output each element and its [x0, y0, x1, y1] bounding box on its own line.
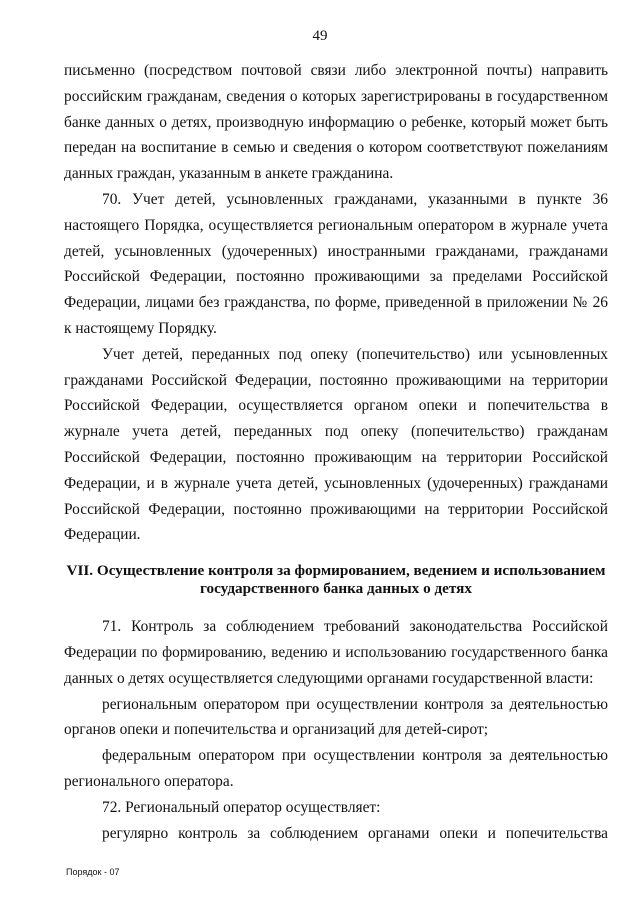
document-body	[64, 58, 608, 846]
section-heading-line-1: VII. Осуществление контроля за формированием, ведением и использованием	[66, 562, 606, 580]
paragraph-71: 71. Контроль за соблюдением требований законодательства Российской Федерации по формированию, ведению и использованию государственного банка данных о детях осуществляется следующими органами государственной власти:	[64, 618, 608, 687]
footer-code: Порядок - 07	[66, 867, 120, 877]
paragraph-regional-operator: региональным оператором при осуществлении контроля за деятельностью органов опеки и попечительства и организаций для детей-сирот;	[64, 695, 608, 739]
paragraph-70: 70. Учет детей, усыновленных гражданами, указанными в пункте 36 настоящего Порядка, осуществляется региональным оператором в журнале учета детей, усыновленных (удочеренных) иностранными гражданами, гражданами Российской Федерации, постоянно проживающими за пределами Российской Федерации, лицами без гражданства, по форме, приведенной в приложении № 26 к настоящему Порядку.	[64, 190, 608, 337]
paragraph-federal-operator: федеральным оператором при осуществлении контроля за деятельностью регионального оператора.	[64, 747, 608, 790]
section-heading-line-2: государственного банка данных о детях	[200, 580, 472, 598]
paragraph-accounting: Учет детей, переданных под опеку (попечительство) или усыновленных гражданами Российской Федерации, постоянно проживающими на территории Российской Федерации, осуществляется органом опеки и попечительства в журнале учета детей, переданных под опеку (попечительство) гражданам Российской Федерации, постоянно проживающим на территории Российской Федерации, и в журнале учета детей, усыновленных (удочеренных) гражданами Российской Федерации, постоянно проживающими на территории Российской Федерации.	[64, 345, 608, 544]
paragraph-continuation: письменно (посредством почтовой связи либо электронной почты) направить российским гражданам, сведения о которых зарегистрированы в государственном банке данных о детях, производную информацию о ребенке, который может быть передан на воспитание в семью и сведения о котором соответствуют пожеланиям данных граждан, указанным в анкете гражданина.	[64, 62, 608, 183]
paragraph-72: 72. Региональный оператор осуществляет:	[102, 798, 381, 816]
page-number: 49	[312, 28, 328, 44]
paragraph-regular-control: регулярно контроль за соблюдением органами опеки и попечительства	[102, 824, 608, 842]
section-heading	[64, 562, 608, 598]
